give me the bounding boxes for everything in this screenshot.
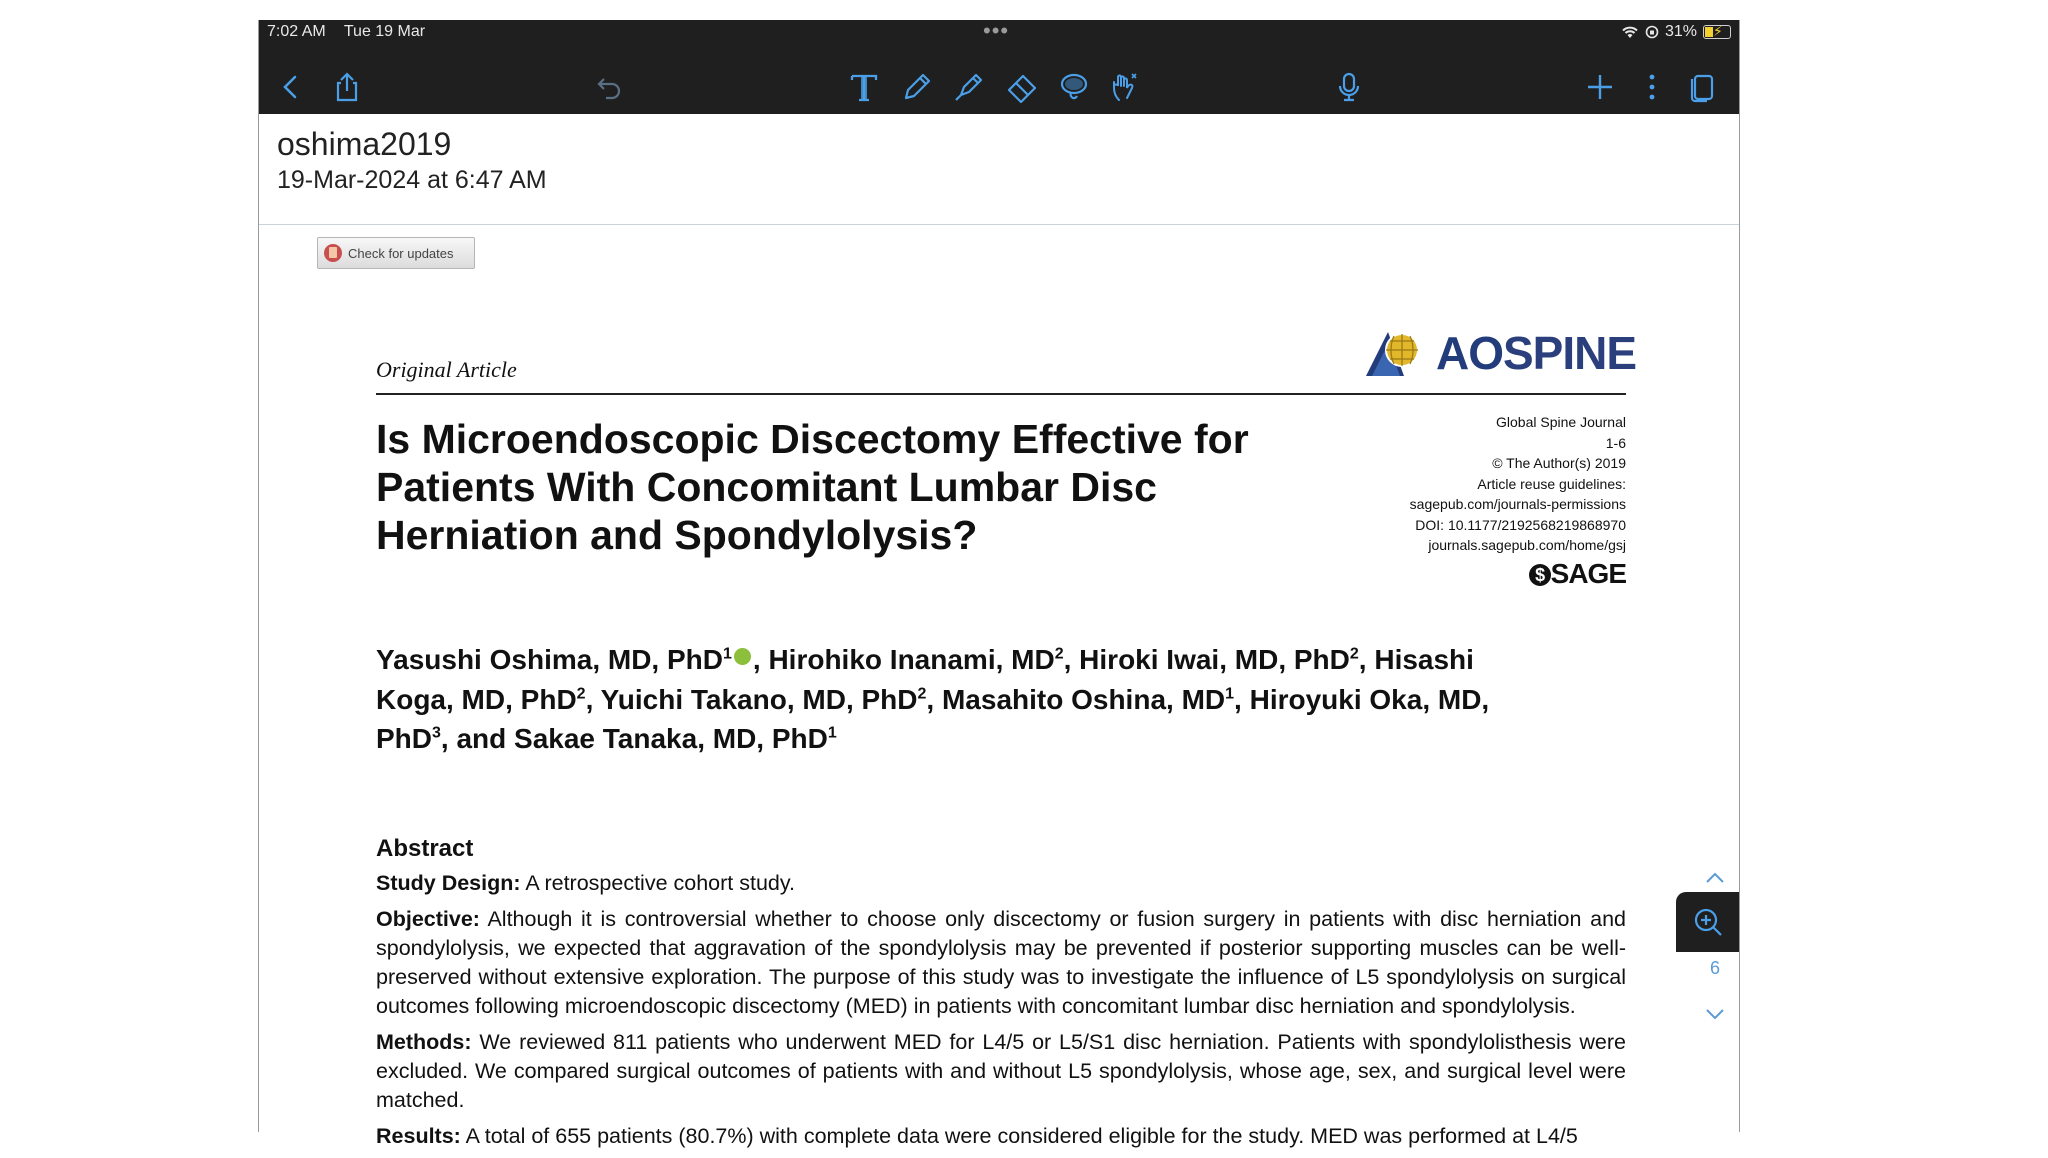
author-affiliation: 2: [1054, 646, 1064, 663]
journal-line: Global Spine Journal: [1496, 414, 1626, 430]
author-separator: ,: [1234, 683, 1250, 715]
multitask-dots[interactable]: •••: [983, 18, 1010, 43]
abstract-label: Objective:: [376, 907, 480, 931]
article-title: Is Microendoscopic Discectomy Effective for Patients With Concomitant Lumbar Disc Herniation and Spondylolysis?: [376, 416, 1249, 558]
share-icon[interactable]: [327, 67, 367, 107]
pages-icon[interactable]: [1682, 67, 1722, 107]
document-header: [259, 114, 1739, 225]
pen-icon[interactable]: [897, 67, 937, 107]
zoom-in-button[interactable]: [1676, 892, 1739, 952]
author-list: [376, 638, 1526, 756]
author-name: Hirohiko Inanami, MD: [768, 644, 1055, 676]
author-affiliation: 1: [1225, 685, 1235, 703]
article-type: Original Article: [376, 357, 517, 382]
logo-spine-text: SPINE: [1503, 326, 1637, 379]
abstract-text: We reviewed 811 patients who underwent MED for L4/5 or L5/S1 disc herniation. Patients with spondylolisthesis were excluded. We compared surgical outcomes of patients with and without L5 spondylolysis, whose age, sex, and surgical level were matched.: [376, 1030, 1626, 1112]
zoom-in-icon: [1691, 905, 1725, 939]
author-name: Masahito Oshina, MD: [941, 683, 1226, 715]
abstract-label: Study Design:: [376, 871, 521, 895]
status-bar-time: [267, 23, 439, 41]
abstract-text: Although it is controversial whether to choose only discectomy or fusion surgery in patients with disc herniation and spondylolysis, we expected that aggravation of the spondylolysis may be prevented if posterior supporting muscles can be well-preserved without extensive exploration. The purpose of this study was to investigate the influence of L5 spondylolysis on surgical outcomes following microendoscopic discectomy (MED) in patients with concomitant lumbar disc herniation and spondylolysis.: [376, 907, 1626, 1018]
author-separator: ,: [926, 683, 942, 715]
author-name: Hiroki Iwai, MD, PhD: [1079, 644, 1350, 676]
author-separator: ,: [1358, 644, 1375, 676]
document-date: 19-Mar-2024 at 6:47 AM: [277, 166, 547, 194]
page-up-icon[interactable]: [1695, 865, 1735, 891]
abstract-text: A total of 655 patients (80.7%) with complete data were considered eligible for the study. MED was performed at L4/5: [460, 1124, 1578, 1148]
author: [768, 644, 1079, 675]
total-pages: 6: [1709, 958, 1720, 978]
page-down-icon[interactable]: [1695, 1001, 1735, 1027]
author-name: Hiroyuki Oka, MD, PhD: [376, 683, 1490, 754]
check-for-updates-label: Check for updates: [348, 245, 454, 261]
aospine-globe-icon: [1364, 328, 1422, 378]
abstract-body: [376, 869, 1626, 1158]
abstract-section: [376, 869, 1626, 898]
abstract-section: [376, 1028, 1626, 1115]
author: [1079, 644, 1374, 675]
orientation-lock-icon: [1645, 25, 1659, 39]
sage-text: SAGE: [1550, 558, 1626, 589]
abstract-heading: Abstract: [376, 835, 474, 862]
header-rule: [376, 393, 1626, 395]
author: [376, 644, 768, 675]
hand-icon[interactable]: [1105, 67, 1145, 107]
author-affiliation: 1: [827, 724, 837, 742]
author-name: Yasushi Oshima, MD, PhD: [376, 644, 723, 676]
author: [942, 684, 1250, 715]
author-affiliation: 1: [722, 646, 732, 663]
author-affiliation: 3: [432, 724, 441, 742]
abstract-label: Results:: [376, 1124, 461, 1148]
journal-line: 1-6: [1605, 434, 1626, 451]
author-separator: ,: [1063, 644, 1080, 676]
sage-logo: [1529, 558, 1626, 590]
wifi-icon: [1621, 25, 1639, 39]
eraser-icon[interactable]: [1002, 67, 1042, 107]
author-affiliation: 2: [917, 685, 927, 703]
journal-line: © The Author(s) 2019: [1492, 455, 1626, 471]
journal-info: [1410, 412, 1626, 556]
crossmark-icon: [324, 244, 342, 262]
top-toolbar: [259, 20, 1739, 114]
plus-icon[interactable]: [1580, 67, 1620, 107]
journal-line[interactable]: journals.sagepub.com/home/gsj: [1428, 537, 1626, 553]
author-name: Yuichi Takano, MD, PhD: [600, 683, 918, 715]
document-title[interactable]: oshima2019: [277, 126, 452, 162]
author: [514, 723, 837, 754]
battery-percent: 31%: [1664, 23, 1697, 40]
journal-line[interactable]: sagepub.com/journals-permissions: [1409, 496, 1626, 512]
status-bar-right: [1621, 23, 1731, 41]
microphone-icon[interactable]: [1329, 67, 1369, 107]
journal-line[interactable]: DOI: 10.1177/2192568219868970: [1415, 516, 1626, 533]
chevron-left-icon[interactable]: [271, 67, 311, 107]
lasso-icon[interactable]: [1054, 67, 1094, 107]
text-tool-icon[interactable]: [844, 67, 884, 107]
author-affiliation: 2: [576, 685, 586, 703]
status-time: 7:02 AM: [267, 23, 326, 40]
author-affiliation: 2: [1349, 646, 1359, 663]
orcid-icon[interactable]: [734, 648, 751, 665]
author-separator: ,: [585, 683, 601, 715]
app-window: [258, 18, 1740, 1148]
undo-icon[interactable]: [589, 67, 629, 107]
more-icon[interactable]: [1632, 67, 1672, 107]
check-for-updates-button[interactable]: [317, 237, 475, 269]
journal-line: Article reuse guidelines:: [1477, 475, 1626, 492]
aospine-logo: [1364, 325, 1637, 380]
author-name: Sakae Tanaka, MD, PhD: [514, 722, 828, 754]
abstract-section: [376, 905, 1626, 1021]
author: [601, 684, 942, 715]
abstract-text: A retrospective cohort study.: [520, 871, 796, 895]
sage-s-icon: $: [1529, 564, 1551, 586]
author-separator: , and: [440, 722, 515, 754]
author-separator: ,: [752, 644, 769, 676]
author-name: Hisashi Koga, MD, PhD: [376, 644, 1474, 715]
highlighter-icon[interactable]: [949, 67, 989, 107]
pdf-page[interactable]: [259, 225, 1739, 1148]
logo-ao-text: AO: [1436, 326, 1503, 379]
battery-icon: ⚡: [1703, 25, 1731, 39]
abstract-label: Methods:: [376, 1030, 472, 1054]
status-date: Tue 19 Mar: [343, 23, 426, 40]
abstract-section: [376, 1122, 1626, 1151]
